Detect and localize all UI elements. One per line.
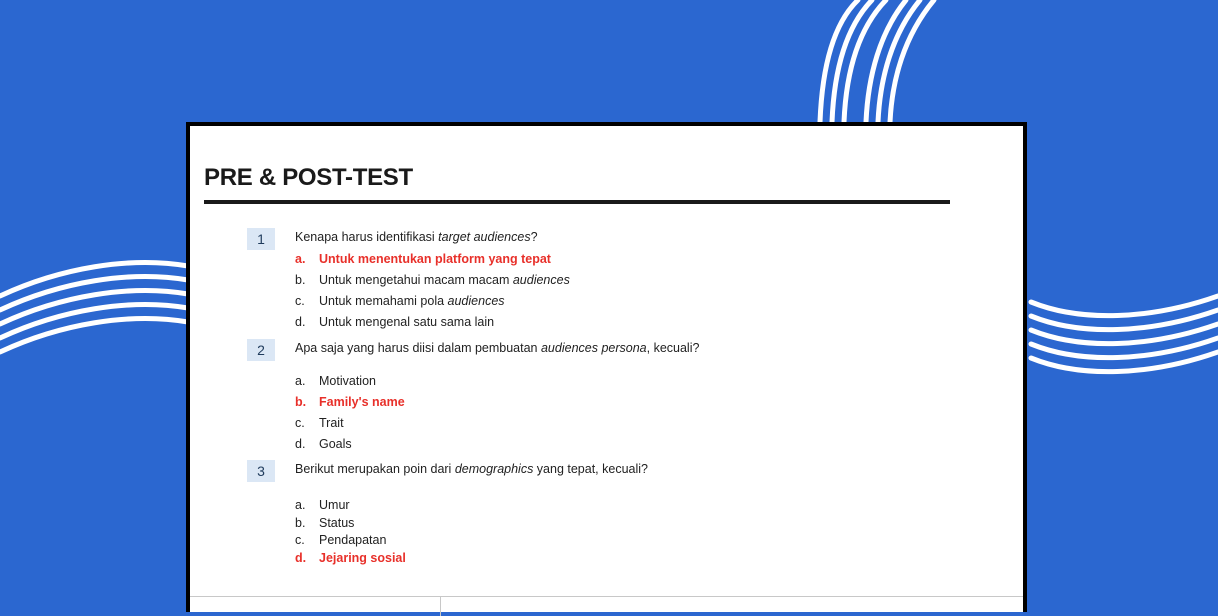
question-number-badge: 3 bbox=[247, 460, 275, 482]
option-a: a. Motivation bbox=[295, 374, 376, 388]
option-b: b. Untuk mengetahui macam macam audiences bbox=[295, 273, 570, 287]
option-b: b. Family's name bbox=[295, 395, 405, 409]
question-number-badge: 2 bbox=[247, 339, 275, 361]
option-d: d. Jejaring sosial bbox=[295, 551, 406, 565]
option-c: c. Trait bbox=[295, 416, 344, 430]
page-title: PRE & POST-TEST bbox=[204, 164, 413, 191]
option-a: a. Umur bbox=[295, 498, 350, 512]
option-a: a. Untuk menentukan platform yang tepat bbox=[295, 252, 551, 266]
option-b: b. Status bbox=[295, 516, 355, 530]
question-text: Apa saja yang harus diisi dalam pembuatan audiences persona, kecuali? bbox=[295, 341, 700, 355]
question-text: Kenapa harus identifikasi target audiences? bbox=[295, 230, 538, 244]
option-c: c. Untuk memahami pola audiences bbox=[295, 294, 505, 308]
slide-card bbox=[186, 122, 1027, 612]
question-number-badge: 1 bbox=[247, 228, 275, 250]
footer-column-divider bbox=[440, 596, 441, 616]
title-underline bbox=[204, 200, 950, 204]
question-text: Berikut merupakan poin dari demographics yang tepat, kecuali? bbox=[295, 462, 648, 476]
option-c: c. Pendapatan bbox=[295, 533, 387, 547]
option-d: d. Goals bbox=[295, 437, 352, 451]
option-d: d. Untuk mengenal satu sama lain bbox=[295, 315, 495, 329]
footer-divider bbox=[190, 596, 1023, 597]
